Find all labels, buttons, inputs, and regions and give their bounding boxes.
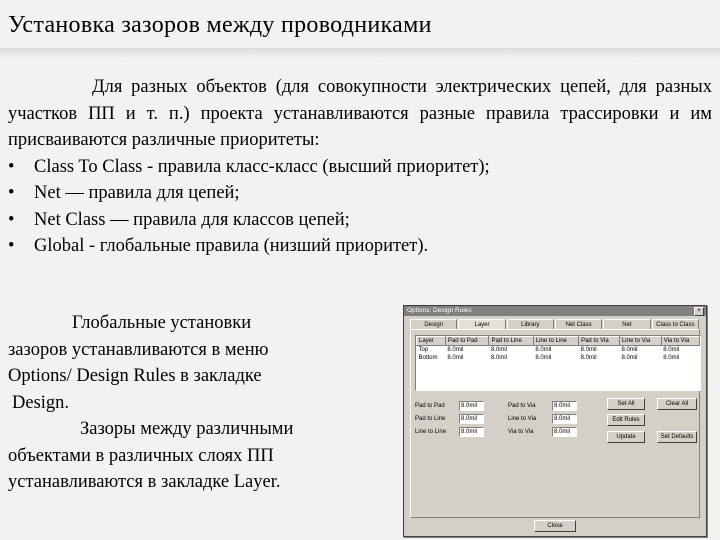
column-header[interactable]: Line to Via: [619, 337, 661, 346]
table-cell: Bottom: [418, 355, 438, 361]
bullet-icon: •: [8, 183, 15, 203]
list-item: [8, 154, 712, 181]
text-line: Design.: [12, 392, 70, 413]
bullet-text: Global - глобальные правила (низший приоритет).: [34, 236, 429, 256]
pad-to-pad-input[interactable]: 8.0mil: [459, 401, 484, 411]
bullet-text: Net — правила для цепей;: [34, 183, 240, 203]
table-row[interactable]: [417, 346, 700, 355]
layer-tab-panel: [410, 329, 700, 518]
via-to-via-input[interactable]: 8.0mil: [552, 427, 577, 437]
title-divider: [0, 48, 720, 58]
table-cell: 8.0mil: [447, 347, 464, 353]
close-icon[interactable]: ×: [694, 307, 704, 316]
field-label: Pad to Via: [508, 402, 536, 409]
column-header[interactable]: Line to Line: [533, 337, 578, 346]
text-line: объектами в различных слоях ПП: [8, 445, 274, 466]
text-line: зазоров устанавливаются в меню: [8, 339, 269, 360]
text-line: устанавливаются в закладке Layer.: [8, 472, 281, 492]
column-header[interactable]: Pad to Via: [579, 337, 620, 346]
field-row: [415, 400, 577, 411]
list-item: [8, 233, 712, 260]
table-cell: 8.0mil: [621, 347, 638, 353]
tab-design[interactable]: Design: [410, 319, 457, 329]
column-header[interactable]: Layer: [417, 337, 446, 346]
pad-to-line-input[interactable]: 8.0mil: [459, 414, 484, 424]
bullet-text: Net Class — правила для классов цепей;: [34, 209, 350, 230]
close-button[interactable]: Close: [534, 520, 576, 532]
field-label: Line to Via: [508, 415, 537, 422]
table-cell: 8.0mil: [490, 347, 507, 353]
field-label: Via to Via: [508, 428, 534, 435]
edit-rules-button[interactable]: Edit Rules: [607, 414, 645, 426]
table-cell: 8.0mil: [447, 355, 464, 361]
slide-title: Установка зазоров между проводниками: [8, 12, 432, 38]
table-cell: 8.0mil: [535, 347, 552, 353]
tab-net[interactable]: Net: [603, 319, 650, 329]
field-row: [415, 426, 577, 437]
clear-all-button[interactable]: Clear All: [657, 398, 697, 410]
line-to-via-input[interactable]: 8.0mil: [552, 414, 577, 424]
field-label: Pad to Pad: [415, 402, 445, 409]
list-item: [8, 180, 712, 207]
text-line: Зазоры между различными: [80, 419, 294, 439]
bullet-list: [8, 154, 712, 260]
table-row[interactable]: [417, 354, 700, 362]
tab-net-class[interactable]: Net Class: [555, 319, 602, 329]
bullet-icon: •: [8, 156, 15, 177]
table-cell: 8.0mil: [663, 347, 680, 353]
table-cell: 8.0mil: [663, 355, 680, 361]
set-defaults-button[interactable]: Set Defaults: [657, 431, 697, 443]
table-cell: 8.0mil: [535, 355, 552, 361]
set-all-button[interactable]: Set All: [607, 398, 645, 410]
dialog-titlebar[interactable]: [404, 306, 706, 316]
design-rules-dialog: [403, 305, 707, 537]
table-cell: 8.0mil: [580, 355, 597, 361]
text-line: Options/ Design Rules в закладке: [8, 366, 262, 386]
pad-to-via-input[interactable]: 8.0mil: [552, 401, 577, 411]
table-cell: Top: [418, 347, 429, 353]
tab-class-to-class[interactable]: Class to Class: [652, 319, 699, 329]
table-cell: 8.0mil: [490, 355, 507, 361]
table-header-row: [417, 337, 700, 346]
update-button[interactable]: Update: [607, 431, 645, 443]
intro-paragraph: Для разных объектов (для совокупности электрических цепей, для разных участков ПП и т. п.) проекта устанавливаются разные правила трассировки и им присваиваются различные приоритеты:: [8, 77, 712, 150]
layer-rules-table[interactable]: [415, 335, 701, 391]
table-cell: 8.0mil: [580, 347, 597, 353]
dialog-title: Options: Design Rules: [407, 307, 472, 314]
column-header[interactable]: Pad to Pad: [445, 337, 489, 346]
field-label: Line to Line: [415, 428, 447, 435]
column-header[interactable]: Pad to Line: [489, 337, 533, 346]
list-item: [8, 207, 712, 234]
bullet-text: Class To Class - правила класс-класс (высший приоритет);: [34, 156, 490, 177]
slide-body: [8, 74, 712, 260]
left-column-text: [8, 310, 403, 496]
tab-layer[interactable]: Layer: [458, 319, 505, 329]
field-label: Pad to Line: [415, 415, 446, 422]
text-line: Глобальные установки: [72, 313, 252, 333]
line-to-line-input[interactable]: 8.0mil: [459, 427, 484, 437]
bullet-icon: •: [8, 209, 15, 230]
tab-strip: [410, 319, 700, 329]
tab-library[interactable]: Library: [507, 319, 554, 329]
table-cell: 8.0mil: [621, 355, 638, 361]
column-header[interactable]: Via to Via: [661, 337, 699, 346]
field-row: [415, 413, 577, 424]
bullet-icon: •: [8, 236, 15, 256]
